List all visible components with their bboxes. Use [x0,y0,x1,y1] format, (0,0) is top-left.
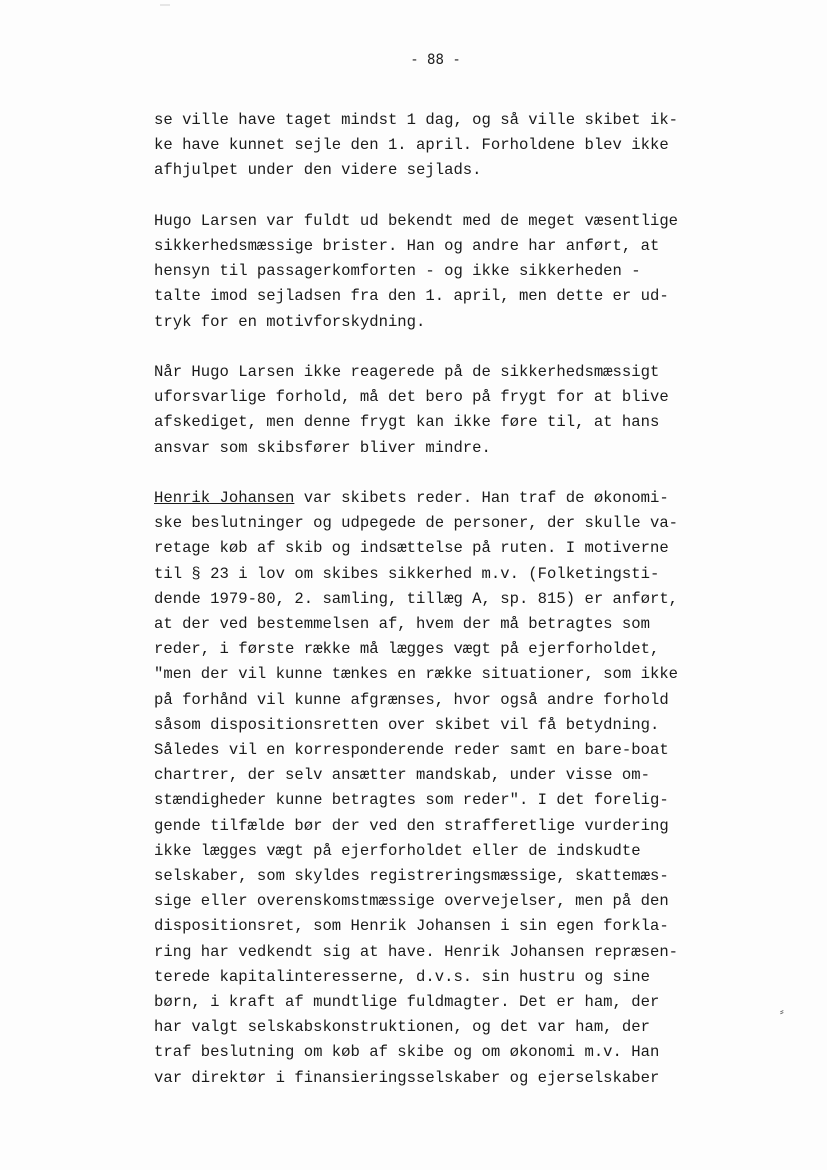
text-line: retage køb af skib og indsættelse på ruten. I motiverne [154,539,669,558]
text-line: at der ved bestemmelsen af, hvem der må betragtes som [154,615,650,634]
first-line-rest: var skibets reder. Han traf de økonomi- [294,489,669,507]
text-line: hensyn til passagerkomforten - og ikke sikkerheden - [154,262,641,281]
text-line: til § 23 i lov om skibes sikkerhed m.v. (Folketingsti- [154,564,660,583]
text-line: såsom dispositionsretten over skibet vil få betydning. [154,715,660,734]
text-line: chartrer, der selv ansætter mandskab, under visse om- [154,766,650,785]
text-line: ansvar som skibsfører bliver mindre. [154,438,491,457]
text-line: har valgt selskabskonstruktionen, og det var ham, der [154,1018,650,1037]
text-line: afskediget, men denne frygt kan ikke føre til, at hans [154,413,660,432]
text-line: talte imod sejladsen fra den 1. april, men dette er ud- [154,287,669,306]
text-line: var direktør i finansieringsselskaber og ejerselskaber [154,1068,660,1087]
scan-artifact [160,4,170,12]
paragraph-4 [154,486,754,1091]
paragraph-3 [154,360,754,461]
text-line: sige eller overenskomstmæssige overvejelser, men på den [154,892,669,911]
text-line: selskaber, som skyldes registreringsmæssige, skattemæs- [154,867,669,886]
text-line: terede kapitalinteresserne, d.v.s. sin hustru og sine [154,967,650,986]
paragraph-1 [154,108,754,184]
text-line: gende tilfælde bør der ved den strafferetlige vurdering [154,816,669,835]
text-line: på forhånd vil kunne afgrænses, hvor også andre forhold [154,690,669,709]
text-line: ring har vedkendt sig at have. Henrik Johansen repræsen- [154,942,679,961]
page-number: - 88 - [410,52,461,68]
text-line-first [154,486,754,511]
margin-mark: ⸗ [780,1005,784,1018]
text-line: se ville have taget mindst 1 dag, og så ville skibet ik- [154,111,679,129]
text-line: ke have kunnet sejle den 1. april. Forholdene blev ikke [154,136,669,155]
text-line: stændigheder kunne betragtes som reder". I det forelig- [154,791,669,810]
text-line: ske beslutninger og udpegede de personer, der skulle va- [154,514,679,533]
paragraph-2 [154,209,754,335]
text-line: Hugo Larsen var fuldt ud bekendt med de meget væsentlige [154,211,679,230]
text-line: tryk for en motivforskydning. [154,312,426,331]
underlined-name: Henrik Johansen [154,489,295,507]
text-line: "men der vil kunne tænkes en række situationer, som ikke [154,665,679,684]
text-line: reder, i første række må lægges vægt på ejerforholdet, [154,640,660,659]
text-line: Når Hugo Larsen ikke reagerede på de sikkerhedsmæssigt [154,363,660,381]
text-line: afhjulpet under den videre sejlads. [154,161,482,180]
document-body [154,108,754,1116]
text-line: dispositionsret, som Henrik Johansen i sin egen forkla- [154,917,669,936]
text-line: børn, i kraft af mundtlige fuldmagter. Det er ham, der [154,993,660,1012]
text-line: dende 1979-80, 2. samling, tillæg A, sp. 815) er anført, [154,589,679,608]
text-line: traf beslutning om køb af skibe og om økonomi m.v. Han [154,1043,660,1062]
text-line: uforsvarlige forhold, må det bero på frygt for at blive [154,388,669,407]
text-line: ikke lægges vægt på ejerforholdet eller de indskudte [154,841,641,860]
text-line: sikkerhedsmæssige brister. Han og andre har anført, at [154,237,660,255]
text-line: Således vil en korresponderende reder samt en bare-boat [154,741,669,760]
